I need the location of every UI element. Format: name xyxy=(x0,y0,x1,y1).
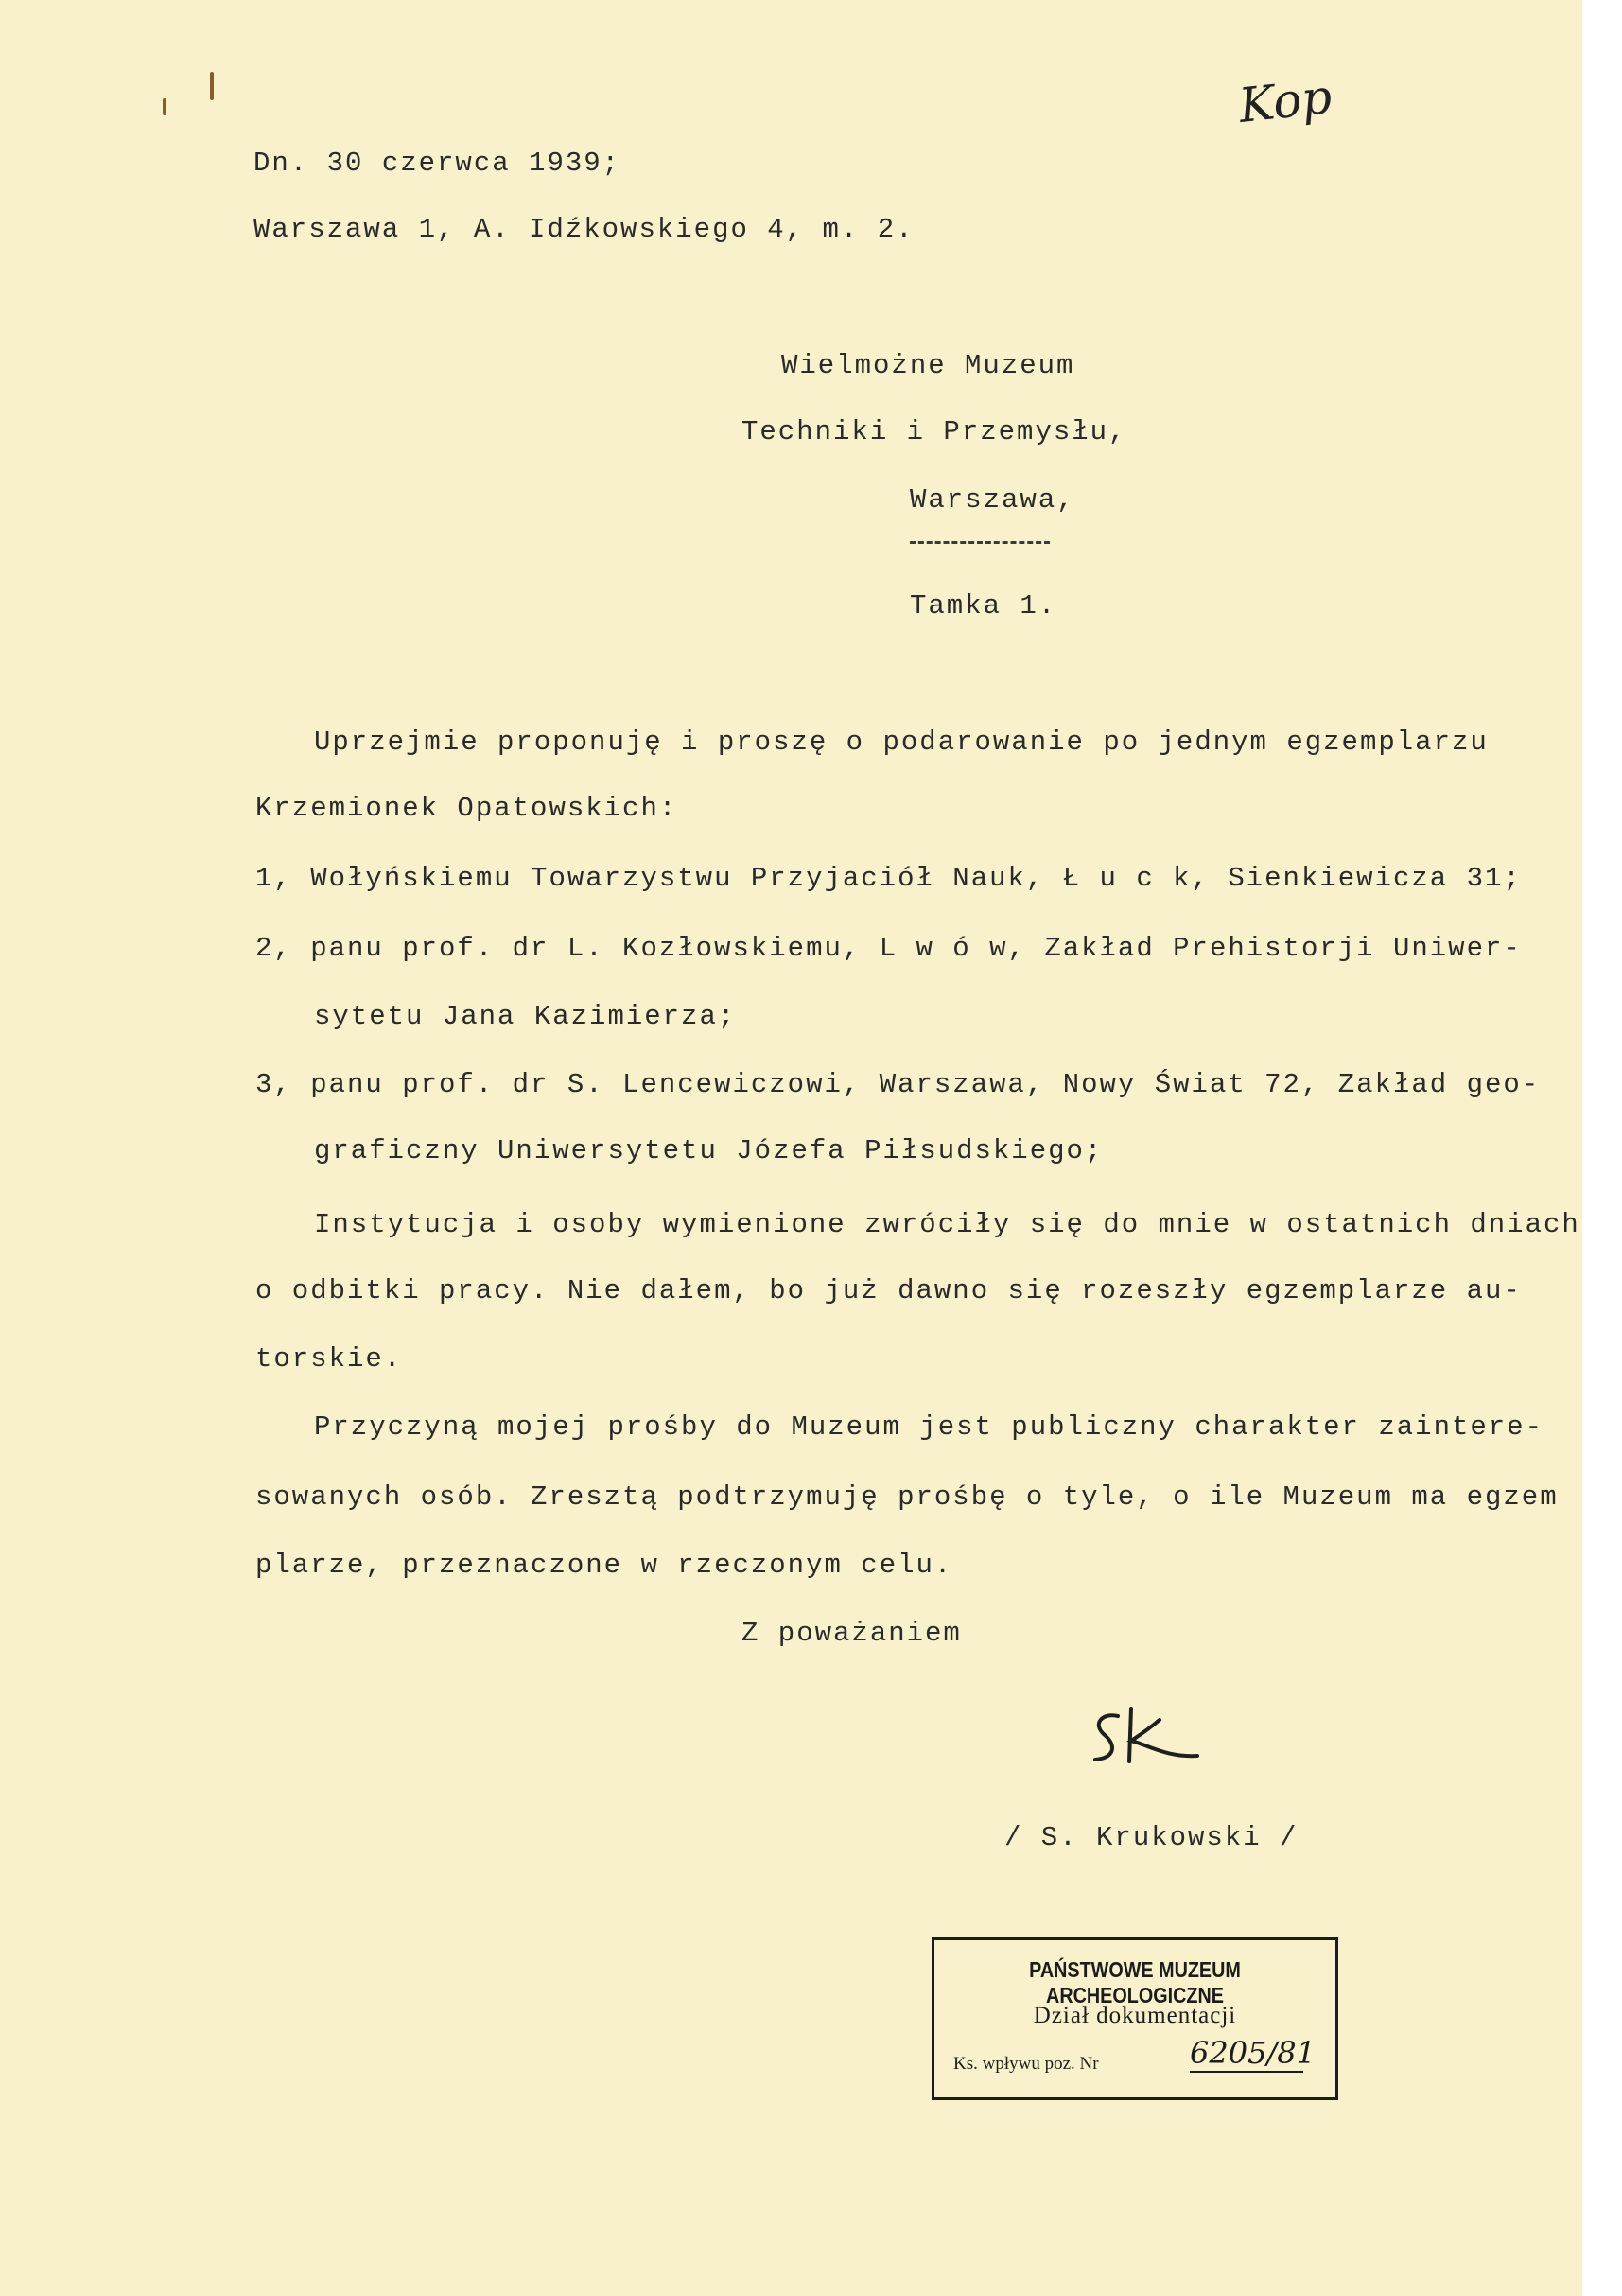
closing: Z poważaniem xyxy=(741,1618,962,1649)
scan-margin xyxy=(1582,0,1622,2296)
body-line: Przyczyną mojej prośby do Muzeum jest publiczny charakter zaintere- xyxy=(314,1411,1544,1443)
body-line: graficzny Uniwersytetu Józefa Piłsudskiego; xyxy=(314,1135,1104,1166)
body-line: Uprzejmie proponuję i proszę o podarowanie po jednym egzemplarzu xyxy=(314,727,1489,758)
punch-mark-upper xyxy=(210,72,214,100)
stamp-registry-label: Ks. wpływu poz. Nr xyxy=(953,2054,1099,2074)
stamp-title: PAŃSTWOWE MUZEUM ARCHEOLOGICZNE xyxy=(1029,1957,1241,2007)
recipient-line-2: Techniki i Przemysłu, xyxy=(741,416,1127,447)
body-line: Krzemionek Opatowskich: xyxy=(255,793,678,824)
body-line: torskie. xyxy=(255,1343,403,1375)
punch-mark-lower xyxy=(163,98,166,115)
body-line: 1, Wołyńskiemu Towarzystwu Przyjaciół Nauk, Ł u c k, Sienkiewicza 31; xyxy=(255,863,1522,894)
separator-rule xyxy=(910,541,1050,544)
body-line: sytetu Jana Kazimierza; xyxy=(314,1001,737,1032)
body-line: Instytucja i osoby wymienione zwróciły się do mnie w ostatnich dniach xyxy=(314,1209,1580,1240)
signature-name: / S. Krukowski / xyxy=(1004,1822,1299,1853)
stamp-department: Dział dokumentacji xyxy=(1033,2003,1237,2028)
body-line: 3, panu prof. dr S. Lencewiczowi, Warszawa, Nowy Świat 72, Zakład geo- xyxy=(255,1069,1541,1100)
recipient-line-4: Tamka 1. xyxy=(910,590,1057,622)
stamp-registry-number: 6205/81 xyxy=(1190,2035,1316,2071)
recipient-line-3: Warszawa, xyxy=(910,484,1075,516)
body-line: plarze, przeznaczone w rzeczonym celu. xyxy=(255,1550,953,1581)
body-line: sowanych osób. Zresztą podtrzymuję prośbę o tyle, o ile Muzeum ma egzem xyxy=(255,1481,1559,1513)
recipient-line-1: Wielmożne Muzeum xyxy=(781,350,1075,381)
handwritten-annotation: Kop xyxy=(1236,69,1334,133)
handwritten-signature xyxy=(1086,1703,1218,1779)
body-line: 2, panu prof. dr L. Kozłowskiemu, L w ó w, Zakład Prehistorji Uniwer- xyxy=(255,933,1522,964)
sender-address: Warszawa 1, A. Idźkowskiego 4, m. 2. xyxy=(253,214,915,245)
archive-stamp xyxy=(932,1937,1338,2100)
date-line: Dn. 30 czerwca 1939; xyxy=(253,148,621,179)
body-line: o odbitki pracy. Nie dałem, bo już dawno się rozeszły egzemplarze au- xyxy=(255,1275,1522,1306)
